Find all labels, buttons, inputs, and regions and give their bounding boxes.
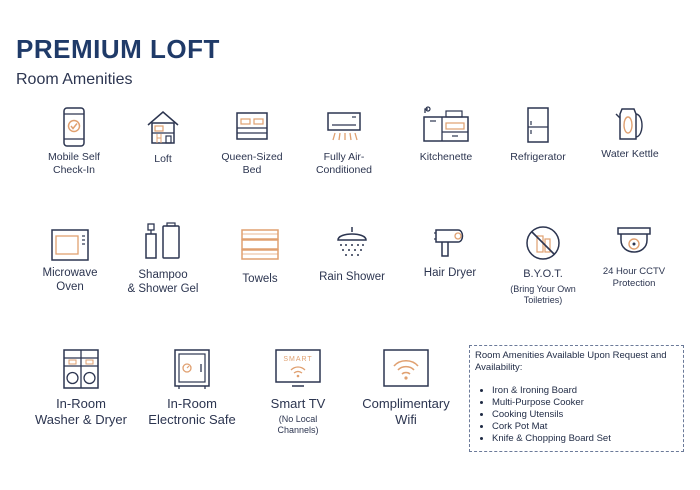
bed-icon (234, 111, 270, 143)
amenity-cctv: 24 Hour CCTV Protection (596, 226, 672, 290)
request-list (475, 385, 678, 445)
microwave-icon (50, 228, 90, 262)
safe-icon (173, 348, 211, 390)
amenity-water-kettle: Water Kettle (594, 106, 666, 161)
svg-text:SMART: SMART (283, 356, 313, 363)
amenity-air-conditioned: Fully Air- Conditioned (308, 111, 380, 177)
request-item: • Cooking Utensils (492, 409, 678, 421)
amenity-washer-dryer: In-Room Washer & Dryer (30, 348, 132, 429)
amenity-kitchenette: Kitchenette (410, 105, 482, 164)
washer-dryer-icon (62, 348, 100, 390)
amenity-wifi: Complimentary Wifi (356, 348, 456, 429)
page-subtitle: Room Amenities (16, 71, 133, 88)
amenity-refrigerator: Refrigerator (502, 107, 574, 164)
amenity-hair-dryer: Hair Dryer (414, 224, 486, 280)
amenity-smart-tv: SMART Smart TV (No Local Channels) (258, 348, 338, 436)
towels-icon (240, 228, 280, 262)
smart-tv-icon (274, 348, 322, 390)
rain-shower-icon (332, 226, 372, 260)
cctv-camera-icon (614, 226, 654, 260)
amenity-byot: B.Y.O.T. (Bring Your Own Toiletries) (500, 224, 586, 305)
no-toiletries-icon (524, 224, 562, 262)
wifi-icon (382, 348, 430, 390)
shampoo-bottles-icon (143, 222, 183, 260)
page-title: PREMIUM LOFT (16, 34, 220, 64)
request-item: • Iron & Ironing Board (492, 385, 678, 397)
request-item: • Multi-Purpose Cooker (492, 397, 678, 409)
refrigerator-icon (526, 107, 550, 143)
amenity-towels: Towels (222, 228, 298, 286)
loft-house-icon (146, 109, 180, 145)
request-amenities-box (469, 345, 684, 452)
amenity-bed: Queen-Sized Bed (216, 111, 288, 177)
water-kettle-icon (614, 106, 646, 142)
kitchenette-icon (422, 105, 470, 143)
amenity-microwave: Microwave Oven (30, 228, 110, 295)
amenity-shampoo: Shampoo & Shower Gel (122, 222, 204, 297)
amenity-electronic-safe: In-Room Electronic Safe (142, 348, 242, 429)
hair-dryer-icon (432, 224, 468, 258)
amenity-mobile-check-in: Mobile Self Check-In (40, 107, 108, 177)
amenity-loft: Loft (138, 109, 188, 166)
air-conditioner-icon (326, 111, 362, 143)
request-item: • Cork Pot Mat (492, 421, 678, 433)
request-box-heading: Room Amenities Available Upon Request and Availability: (475, 350, 667, 374)
request-item: • Knife & Chopping Board Set (492, 433, 678, 445)
amenity-rain-shower: Rain Shower (312, 226, 392, 284)
mobile-phone-check-icon (62, 107, 86, 147)
